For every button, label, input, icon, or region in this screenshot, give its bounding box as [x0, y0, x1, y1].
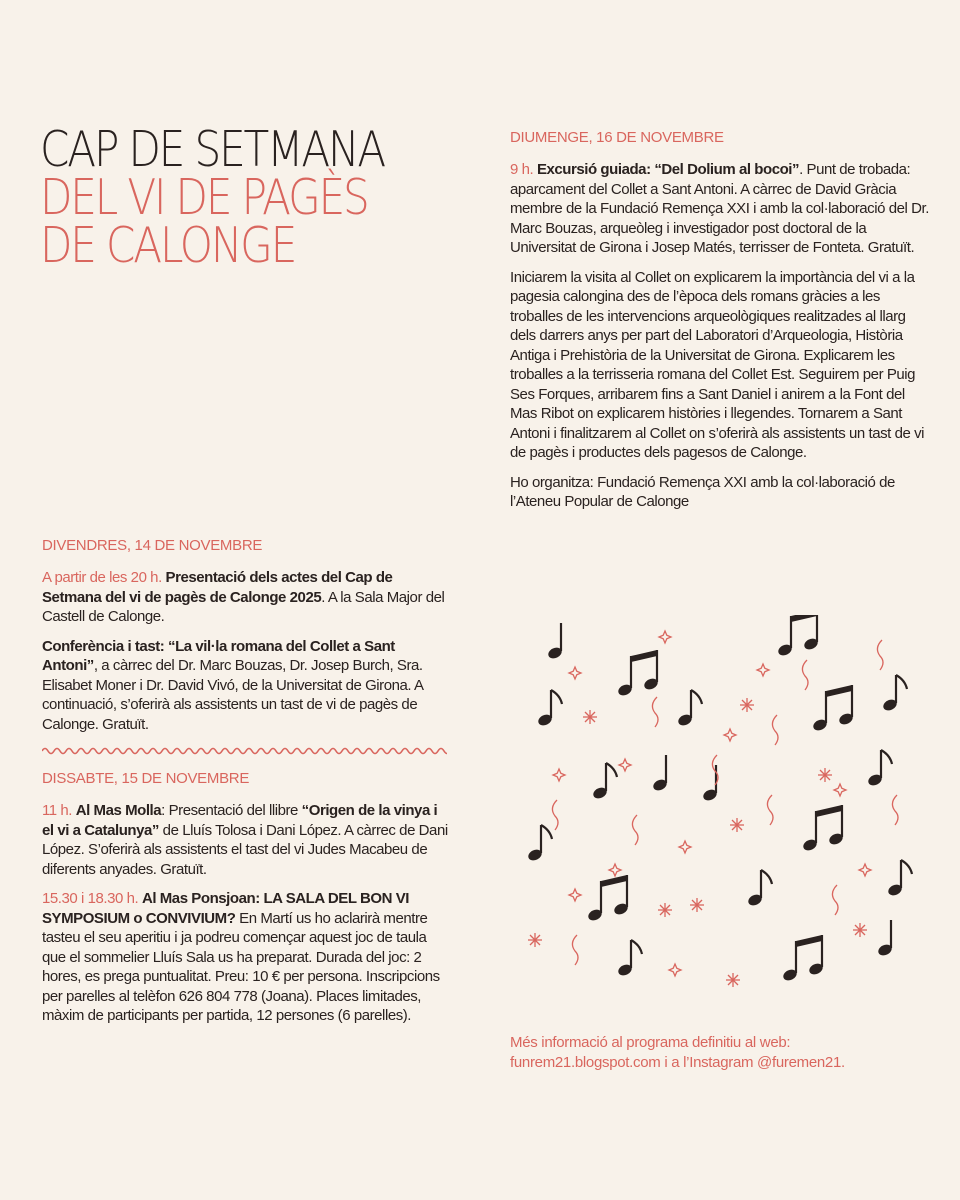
saturday-event-2-text: En Martí us ho aclarirà mentre tasteu el seu aperitiu i ja podreu començar aquest joc de taula que el sommelier Lluís Sala us ha preparat. Durada del joc: 2 hores, es prega puntualitat. Preu: 10 € per persona. Inscripcions per parelles al telèfon 626 804 778 (Joana). Places limitades, màxim de participants per partida, 12 persones (6 parelles).: [42, 909, 440, 1024]
sunday-event-1-text: . Punt de trobada: aparcament del Collet a Sant Antoni. A càrrec de David Gràcia membre de la Fundació Remença XXI i amb la col·laboració del Dr. Marc Bouzas, arqueòleg i investigador post doctoral de la Universitat de Girona i Josep Matés, terrisser de Fonteta. Gratuït.: [510, 161, 929, 256]
footer-info: [510, 1033, 940, 1072]
sunday-section: [510, 129, 930, 522]
saturday-event-1-place: Al Mas Molla: [75, 802, 162, 819]
saturday-event-1-text: : Presentació del llibre: [161, 802, 302, 819]
sunday-heading: DIUMENGE, 16 DE NOVEMBRE: [510, 129, 724, 146]
title-line-1: CAP DE SETMANA: [40, 121, 385, 178]
sunday-description: Iniciarem la visita al Collet on explicarem la importància del vi a la pagesia calongina des de l’època dels romans gràcies a les troballes de les intervencions arqueològiques realitzades al llarg dels darrers anys per part del Laboratori d’Arqueologia, Història Antiga i Prehistòria de la Universitat de Girona. Explicarem les troballes a la terrisseria romana del Collet Est. Seguirem per Puig Ses Forques, arribarem fins a Sant Daniel i anirem a la Font del Mas Ribot on explicarem històries i llegendes. Tornarem a Sant Antoni i finalitzarem al Collet on s’oferirà als assistents un tast de vi de pagès i productes dels pagesos de Calonge.: [510, 268, 925, 461]
saturday-event-1-time: 11 h.: [42, 802, 72, 819]
title-line-2: DEL VI DE PAGÈS: [40, 169, 368, 226]
wavy-divider: [42, 746, 447, 756]
saturday-event-1-book: “Origen de la vinya i el vi a Catalunya”: [42, 802, 438, 839]
title-line-3: DE CALONGE: [40, 217, 296, 274]
footer-web-link[interactable]: funrem21.blogspot.com i a l’Instagram @furemen21.: [510, 1053, 845, 1071]
friday-event-1-text: . A la Sala Major del Castell de Calonge.: [42, 588, 445, 625]
saturday-event-2-title: Al Mas Ponsjoan: LA SALA DEL BON VI SYMPOSIUM o CONVIVIUM?: [42, 890, 409, 927]
friday-section: [42, 537, 452, 1036]
saturday-heading: DISSABTE, 15 DE NOVEMBRE: [42, 770, 250, 787]
sunday-event-1-time: 9 h.: [510, 161, 534, 178]
saturday-event-1: [42, 801, 452, 879]
friday-event-1-title: Presentació dels actes del Cap de Setmana del vi de pagès de Calonge 2025: [42, 569, 393, 606]
note-icon: [527, 615, 912, 982]
music-notes-illustration: [515, 615, 935, 1000]
sunday-event-1: [510, 160, 930, 258]
friday-heading: DIVENDRES, 14 DE NOVEMBRE: [42, 537, 263, 554]
friday-event-2: [42, 637, 452, 735]
friday-event-1: [42, 568, 452, 627]
saturday-event-1-text-2: de Lluís Tolosa i Dani López. A càrrec de Dani López. S’oferirà als assistents el tast del vi Judes Macabeu de diferents anyades. Gratuït.: [42, 821, 448, 878]
friday-event-1-time: A partir de les 20 h.: [42, 569, 162, 586]
saturday-event-2: [42, 889, 452, 1026]
friday-event-2-text: , a càrrec del Dr. Marc Bouzas, Dr. Josep Burch, Sra. Elisabet Moner i Dr. David Vivó, de la Universitat de Girona. A continuació, s’oferirà als assistents un tast de vi de pagès de Calonge. Gratuït.: [42, 657, 423, 733]
poster-title: [40, 121, 418, 274]
saturday-event-2-time: 15.30 i 18.30 h.: [42, 890, 139, 907]
footer-line-1: Més informació al programa definitiu al web:: [510, 1034, 791, 1051]
sunday-event-1-title: Excursió guiada: “Del Dolium al bocoi”: [536, 161, 800, 178]
sunday-organizer: Ho organitza: Fundació Remença XXI amb la col·laboració de l’Ateneu Popular de Calonge: [510, 473, 895, 510]
friday-event-2-title: Conferència i tast: “La vil·la romana del Collet a Sant Antoni”: [42, 637, 395, 674]
